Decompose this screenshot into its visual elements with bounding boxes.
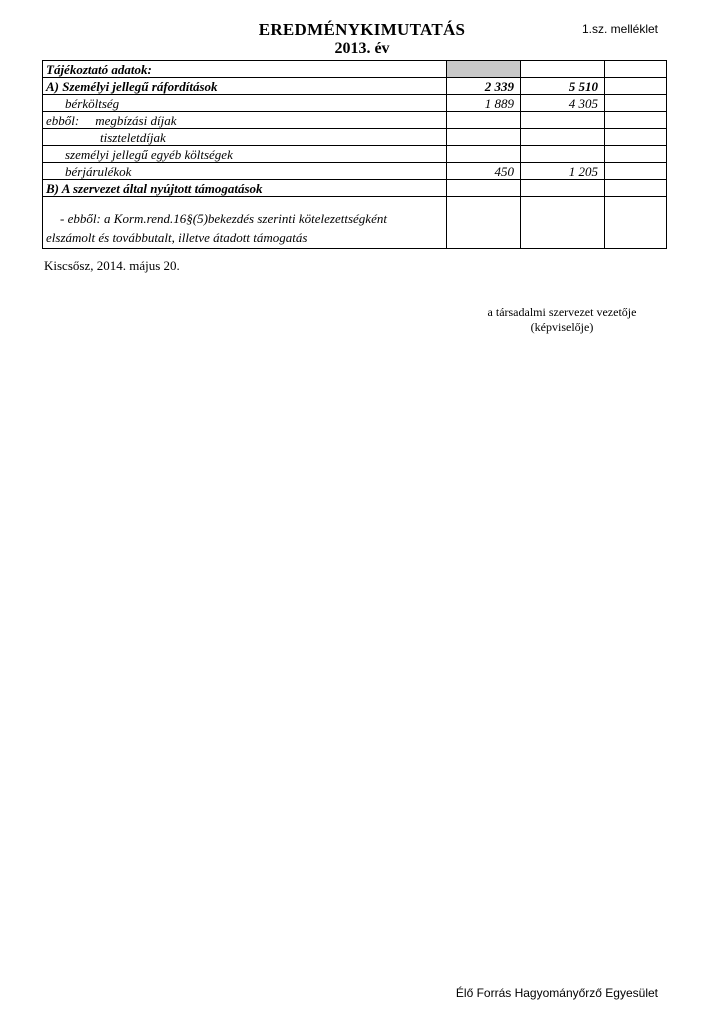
annex-label: 1.sz. melléklet bbox=[581, 22, 658, 36]
row-label: Tájékoztató adatok: bbox=[43, 61, 447, 78]
row-label: B) A szervezet által nyújtott támogatások bbox=[43, 180, 447, 197]
row-label-line: - ebből: a Korm.rend.16§(5)bekezdés szerinti kötelezettségként bbox=[60, 211, 387, 226]
row-label bbox=[43, 197, 447, 249]
cell-value-2: 1 205 bbox=[521, 163, 605, 180]
cell-value-3 bbox=[605, 95, 667, 112]
cell-value-2 bbox=[521, 146, 605, 163]
row-label-prefix: ebből: bbox=[46, 112, 80, 128]
cell-value-2 bbox=[521, 129, 605, 146]
cell-value-3 bbox=[605, 129, 667, 146]
signature-title: a társadalmi szervezet vezetője bbox=[487, 305, 637, 319]
table-row bbox=[43, 78, 667, 95]
cell-value-1 bbox=[447, 61, 521, 78]
table-row bbox=[43, 180, 667, 197]
cell-value-1 bbox=[447, 129, 521, 146]
row-label: tiszteletdíjak bbox=[43, 129, 447, 146]
cell-value-1 bbox=[447, 180, 521, 197]
cell-value-2 bbox=[521, 61, 605, 78]
place-date: Kiscsősz, 2014. május 20. bbox=[44, 258, 180, 273]
table-row bbox=[43, 163, 667, 180]
cell-value-3 bbox=[605, 78, 667, 95]
cell-value-3 bbox=[605, 61, 667, 78]
cell-value-3 bbox=[605, 163, 667, 180]
cell-value-1: 2 339 bbox=[447, 78, 521, 95]
table-row bbox=[43, 146, 667, 163]
cell-value-2 bbox=[521, 112, 605, 129]
cell-value-3 bbox=[605, 146, 667, 163]
signature-block bbox=[470, 305, 654, 335]
cell-value-2 bbox=[521, 180, 605, 197]
cell-value-1: 1 889 bbox=[447, 95, 521, 112]
row-label bbox=[43, 112, 447, 129]
cell-value-2 bbox=[521, 197, 605, 249]
row-label: személyi jellegű egyéb költségek bbox=[43, 146, 447, 163]
cell-value-3 bbox=[605, 112, 667, 129]
row-label: A) Személyi jellegű ráfordítások bbox=[43, 78, 447, 95]
cell-value-1: 450 bbox=[447, 163, 521, 180]
table-row bbox=[43, 129, 667, 146]
table-row bbox=[43, 112, 667, 129]
cell-value-1 bbox=[447, 112, 521, 129]
report-year: 2013. év bbox=[334, 40, 390, 57]
cell-value-2: 4 305 bbox=[521, 95, 605, 112]
organization-name: Élő Forrás Hagyományőrző Egyesület bbox=[455, 986, 658, 1000]
report-title: EREDMÉNYKIMUTATÁS bbox=[258, 20, 466, 39]
table-row bbox=[43, 197, 667, 249]
cell-value-3 bbox=[605, 180, 667, 197]
cell-value-1 bbox=[447, 197, 521, 249]
row-label-line: elszámolt és továbbutalt, illetve átadott támogatás bbox=[46, 230, 308, 245]
table-row bbox=[43, 61, 667, 78]
cell-value-3 bbox=[605, 197, 667, 249]
row-label: bérköltség bbox=[43, 95, 447, 112]
signature-subtitle: (képviselője) bbox=[530, 320, 594, 334]
row-label-text: megbízási díjak bbox=[95, 112, 177, 128]
cell-value-1 bbox=[447, 146, 521, 163]
cell-value-2: 5 510 bbox=[521, 78, 605, 95]
row-label: bérjárulékok bbox=[43, 163, 447, 180]
table-row bbox=[43, 95, 667, 112]
report-table bbox=[42, 60, 667, 249]
